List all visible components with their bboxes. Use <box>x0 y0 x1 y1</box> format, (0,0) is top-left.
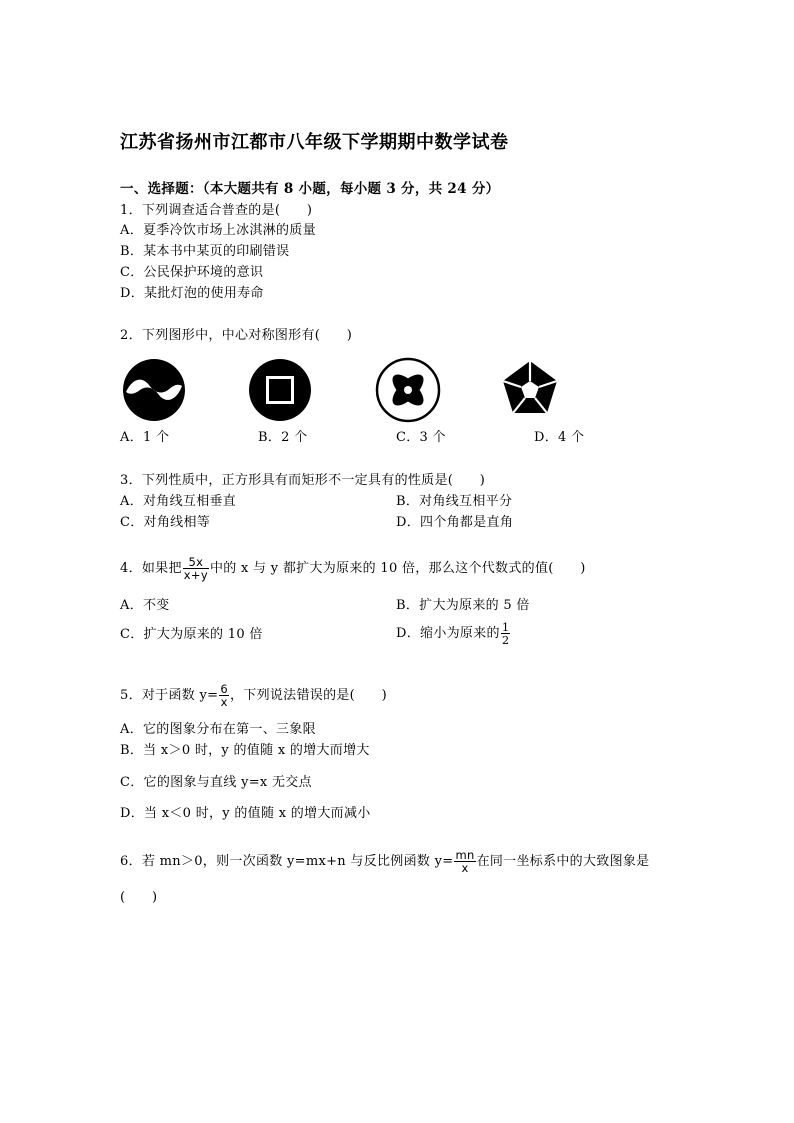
q5-stem-before: 5．对于函数 y= <box>120 688 219 703</box>
q1-option-c: C．公民保护环境的意识 <box>120 265 264 280</box>
section-heading: 一、选择题：（本大题共有 8 小题，每小题 3 分，共 24 分） <box>120 181 500 197</box>
q4-option-d-text: D．缩小为原来的 <box>396 626 500 641</box>
q2-option-b: B．2 个 <box>258 430 308 445</box>
q4-fraction <box>183 556 209 581</box>
q6-fraction-denominator: x <box>461 861 469 875</box>
q5-fraction <box>219 683 229 708</box>
q4-stem-before: 4．如果把 <box>120 561 182 576</box>
q5-fraction-denominator: x <box>220 695 228 709</box>
q2-option-c: C．3 个 <box>396 430 446 445</box>
q4-option-d-denominator: 2 <box>501 633 510 647</box>
q5-option-b: B．当 x＞0 时，y 的值随 x 的增大而增大 <box>120 743 370 758</box>
q4-option-c: C．扩大为原来的 10 倍 <box>120 627 263 642</box>
q4-fraction-numerator: 5x <box>183 556 209 569</box>
q4-stem <box>120 556 586 581</box>
q2-option-d: D．4 个 <box>534 430 585 445</box>
q6-stem-before: 6．若 mn＞0，则一次函数 y=mx+n 与反比例函数 y= <box>120 854 454 869</box>
q4-option-a: A．不变 <box>120 598 170 613</box>
q6-fraction <box>454 849 475 874</box>
q6-answer-paren: ( ) <box>120 890 158 905</box>
q4-option-d-fraction <box>501 621 511 646</box>
q3-option-d: D．四个角都是直角 <box>396 515 514 530</box>
q1-option-d: D．某批灯泡的使用寿命 <box>120 286 264 301</box>
q2-stem: 2．下列图形中，中心对称图形有( ) <box>120 328 353 343</box>
q3-option-b: B．对角线互相平分 <box>396 494 513 509</box>
q5-stem-after: ，下列说法错误的是( ) <box>229 688 388 703</box>
q6-stem <box>120 849 649 874</box>
q5-option-a: A．它的图象分布在第一、三象限 <box>120 722 316 737</box>
q4-stem-after: 中的 x 与 y 都扩大为原来的 10 倍，那么这个代数式的值( ) <box>209 561 586 576</box>
square-hole-coin-figure <box>247 357 313 423</box>
q3-stem: 3．下列性质中，正方形具有而矩形不一定具有的性质是( ) <box>120 473 486 488</box>
q4-option-d <box>396 621 511 646</box>
q6-stem-after: 在同一坐标系中的大致图象是 <box>476 854 650 869</box>
pentagon-figure <box>497 357 563 423</box>
q5-fraction-numerator: 6 <box>220 682 228 696</box>
q5-stem <box>120 683 387 708</box>
q3-option-c: C．对角线相等 <box>120 515 211 530</box>
q6-fraction-numerator: mn <box>455 848 475 862</box>
yin-yang-figure <box>121 357 187 423</box>
q1-option-b: B．某本书中某页的印刷错误 <box>120 244 290 259</box>
page-title: 江苏省扬州市江都市八年级下学期期中数学试卷 <box>120 132 509 153</box>
q3-option-a: A．对角线互相垂直 <box>120 494 237 509</box>
q4-option-b: B．扩大为原来的 5 倍 <box>396 598 530 613</box>
q1-option-a: A．夏季冷饮市场上冰淇淋的质量 <box>120 223 316 238</box>
four-petal-circle-figure <box>375 357 441 423</box>
q4-fraction-denominator: x+y <box>183 568 208 582</box>
q5-option-c: C．它的图象与直线 y=x 无交点 <box>120 775 312 790</box>
q4-option-d-numerator: 1 <box>501 620 510 634</box>
q2-option-a: A．1 个 <box>120 430 170 445</box>
q1-stem: 1．下列调查适合普查的是( ) <box>120 203 313 218</box>
q5-option-d: D．当 x＜0 时，y 的值随 x 的增大而减小 <box>120 806 371 821</box>
